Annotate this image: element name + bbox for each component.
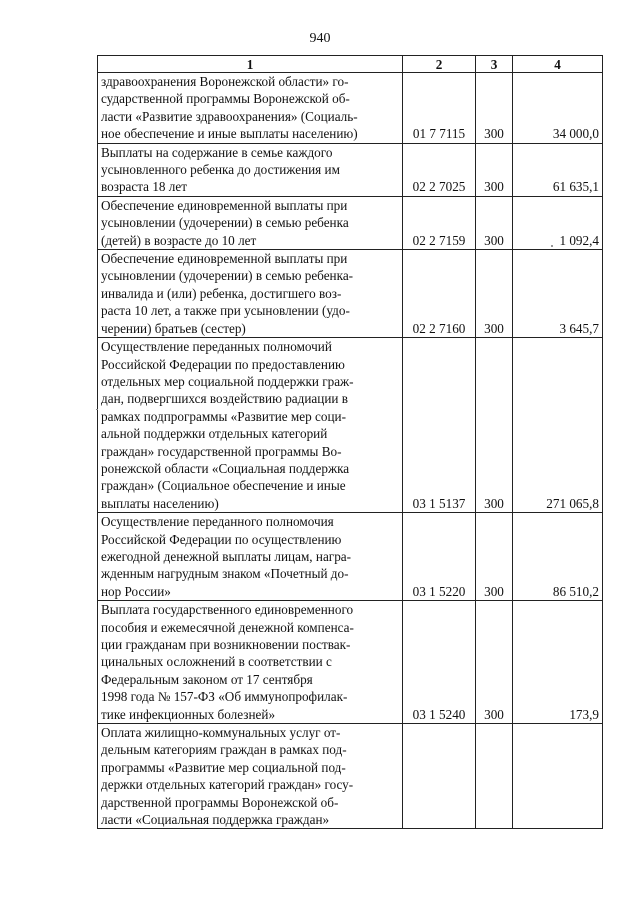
- row-amount: [513, 724, 603, 829]
- description-line: ное обеспечение и иные выплаты населению): [101, 126, 358, 142]
- description-line: держки отдельных категорий граждан» госу-: [101, 777, 354, 793]
- description-line: пособия и ежемесячной денежной компенса-: [101, 619, 354, 635]
- table-row: [98, 196, 603, 249]
- scan-mark: [96, 409, 98, 410]
- row-description: [98, 338, 403, 513]
- table-header-row: [98, 56, 603, 73]
- description-line: ронежской области «Социальная поддержка: [101, 460, 350, 476]
- description-line: Выплата государственного единовременного: [101, 602, 354, 618]
- description-line: усыновлении (удочерении) в семью ребенка-: [101, 268, 354, 284]
- description-line: ежегодной денежной выплаты лицам, награ-: [101, 548, 352, 564]
- table-row: [98, 724, 603, 829]
- description-line: Российской Федерации по предоставлению: [101, 356, 345, 372]
- description-line: 1998 года № 157-ФЗ «Об иммунопрофилак-: [101, 689, 348, 705]
- row-description: [98, 143, 403, 196]
- row-expense-type: 300: [476, 73, 513, 144]
- row-amount: 86 510,2: [513, 513, 603, 601]
- description-line: ции гражданам при возникновении поствак-: [101, 637, 351, 652]
- row-description: [98, 250, 403, 338]
- description-line: альной поддержки отдельных категорий: [101, 426, 328, 442]
- row-amount: 271 065,8: [513, 338, 603, 513]
- budget-table: [97, 55, 603, 829]
- description-line: здравоохранения Воронежской области» го-: [101, 74, 349, 89]
- description-line: ласти «Социальная поддержка граждан»: [101, 812, 330, 828]
- row-amount: 3 645,7: [513, 250, 603, 338]
- table-row: [98, 143, 603, 196]
- row-description: [98, 513, 403, 601]
- row-expense-type: 300: [476, 338, 513, 513]
- row-expense-type: 300: [476, 601, 513, 724]
- row-code: [403, 724, 476, 829]
- row-code: 01 7 7115: [403, 73, 476, 144]
- row-expense-type: [476, 724, 513, 829]
- table-row: [98, 338, 603, 513]
- row-code: 02 2 7025: [403, 143, 476, 196]
- description-line: сударственной программы Воронежской об-: [101, 91, 350, 107]
- table-row: [98, 513, 603, 601]
- page-number: 940: [309, 31, 331, 46]
- description-line: выплаты населению): [101, 495, 219, 511]
- header-col-3: 3: [476, 56, 513, 73]
- row-amount: 34 000,0: [513, 73, 603, 144]
- row-amount: 173,9: [513, 601, 603, 724]
- description-line: отдельных мер социальной поддержки граж-: [101, 373, 354, 389]
- description-line: усыновлении (удочерении) в семью ребенка: [101, 215, 349, 231]
- row-description: [98, 601, 403, 724]
- row-expense-type: 300: [476, 143, 513, 196]
- row-amount: 1 092,4: [513, 196, 603, 249]
- description-line: дарственной программы Воронежской об-: [101, 794, 339, 810]
- description-line: Осуществление переданного полномочия: [101, 514, 334, 530]
- row-code: 03 1 5220: [403, 513, 476, 601]
- row-amount: 61 635,1: [513, 143, 603, 196]
- description-line: черении) братьев (сестер): [101, 320, 246, 336]
- row-code: 03 1 5240: [403, 601, 476, 724]
- description-line: (детей) в возрасте до 10 лет: [101, 232, 257, 248]
- table-row: [98, 73, 603, 144]
- description-line: усыновленного ребенка до достижения им: [101, 162, 340, 178]
- header-col-4: 4: [513, 56, 603, 73]
- description-line: граждан» государственной программы Во-: [101, 443, 342, 459]
- header-col-1: 1: [98, 56, 403, 73]
- description-line: дан, подвергшихся воздействию радиации в: [101, 391, 348, 407]
- description-line: ласти «Развитие здравоохранения» (Социаль-: [101, 108, 358, 124]
- row-expense-type: 300: [476, 250, 513, 338]
- description-line: нор России»: [101, 583, 171, 599]
- description-line: цинальных осложнений в соответствии с: [101, 654, 332, 670]
- description-line: возраста 18 лет: [101, 179, 187, 195]
- description-line: Обеспечение единовременной выплаты при: [101, 197, 348, 213]
- description-line: Федеральным законом от 17 сентября: [101, 671, 313, 687]
- description-line: Осуществление переданных полномочий: [101, 339, 332, 355]
- description-line: инвалида и (или) ребенка, достигшего воз-: [101, 285, 342, 301]
- row-code: 02 2 7160: [403, 250, 476, 338]
- row-code: 03 1 5137: [403, 338, 476, 513]
- description-line: раста 10 лет, а также при усыновлении (удо-: [101, 303, 350, 319]
- description-line: программы «Развитие мер социальной под-: [101, 759, 346, 775]
- description-line: Обеспечение единовременной выплаты при: [101, 251, 348, 267]
- scan-mark: [551, 245, 553, 247]
- row-expense-type: 300: [476, 196, 513, 249]
- row-expense-type: 300: [476, 513, 513, 601]
- table-row: [98, 601, 603, 724]
- row-description: [98, 724, 403, 829]
- description-line: рамках подпрограммы «Развитие мер соци-: [101, 408, 346, 424]
- row-description: [98, 73, 403, 144]
- description-line: дельным категориям граждан в рамках под-: [101, 742, 347, 758]
- description-line: Российской Федерации по осуществлению: [101, 531, 342, 547]
- description-line: Оплата жилищно-коммунальных услуг от-: [101, 725, 341, 741]
- row-code: 02 2 7159: [403, 196, 476, 249]
- description-line: граждан» (Социальное обеспечение и иные: [101, 478, 346, 494]
- description-line: Выплаты на содержание в семье каждого: [101, 144, 333, 160]
- row-description: [98, 196, 403, 249]
- table-row: [98, 250, 603, 338]
- header-col-2: 2: [403, 56, 476, 73]
- description-line: жденным нагрудным знаком «Почетный до-: [101, 566, 349, 582]
- description-line: тике инфекционных болезней»: [101, 706, 276, 722]
